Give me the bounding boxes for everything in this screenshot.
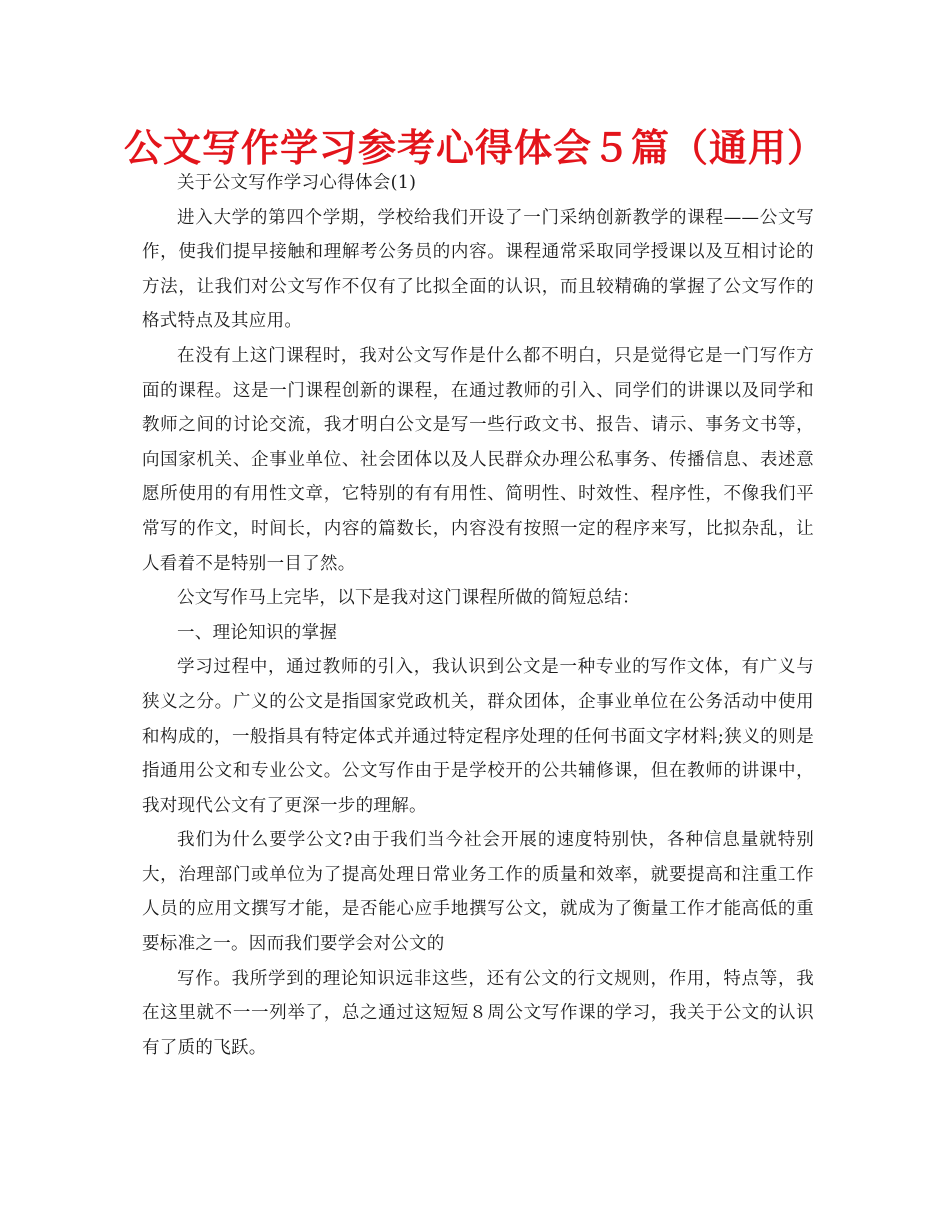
paragraph: 在没有上这门课程时，我对公文写作是什么都不明白，只是觉得它是一门写作方面的课程。这是一门课程创新的课程，在通过教师的引入、同学们的讲课以及同学和教师之间的讨论交流，我才明白公文是写一些行政文书、报告、请示、事务文书等，向国家机关、企事业单位、社会团体以及人民群众办理公私事务、传播信息、表述意愿所使用的有用性文章，它特别的有有用性、简明性、时效性、程序性，不像我们平常写的作文，时间长，内容的篇数长，内容没有按照一定的程序来写，比拟杂乱，让人看着不是特别一目了然。 xyxy=(142,345,814,574)
document-title: 公文写作学习参考心得体会５篇（通用） xyxy=(123,126,826,170)
document-body xyxy=(142,166,814,1065)
paragraph: 写作。我所学到的理论知识远非这些，还有公文的行文规则，作用，特点等，我在这里就不一一列举了，总之通过这短短８周公文写作课的学习，我关于公文的认识有了质的飞跃。 xyxy=(142,968,814,1058)
section-heading: 关于公文写作学习心得体会(1) xyxy=(177,173,417,193)
paragraph: 进入大学的第四个学期，学校给我们开设了一门采纳创新教学的课程——公文写作，使我们提早接触和理解考公务员的内容。课程通常采取同学授课以及互相讨论的方法，让我们对公文写作不仅有了比拟全面的认识，而且较精确的掌握了公文写作的格式特点及其应用。 xyxy=(142,207,814,332)
paragraph: 学习过程中，通过教师的引入，我认识到公文是一种专业的写作文体，有广义与狭义之分。广义的公文是指国家党政机关，群众团体，企事业单位在公务活动中使用和构成的，一般指具有特定体式并通过特定程序处理的任何书面文字材料;狭义的则是指通用公文和专业公文。公文写作由于是学校开的公共辅修课，但在教师的讲课中，我对现代公文有了更深一步的理解。 xyxy=(142,657,814,816)
paragraph: 公文写作马上完毕，以下是我对这门课程所做的简短总结： xyxy=(177,588,640,609)
paragraph: 我们为什么要学公文?由于我们当今社会开展的速度特别快，各种信息量就特别大，治理部门或单位为了提高处理日常业务工作的质量和效率，就要提高和注重工作人员的应用文撰写才能，是否能心应手地撰写公文，就成为了衡量工作才能高低的重要标准之一。因而我们要学会对公文的 xyxy=(142,830,814,955)
subheading: 一、理论知识的掌握 xyxy=(177,622,338,643)
